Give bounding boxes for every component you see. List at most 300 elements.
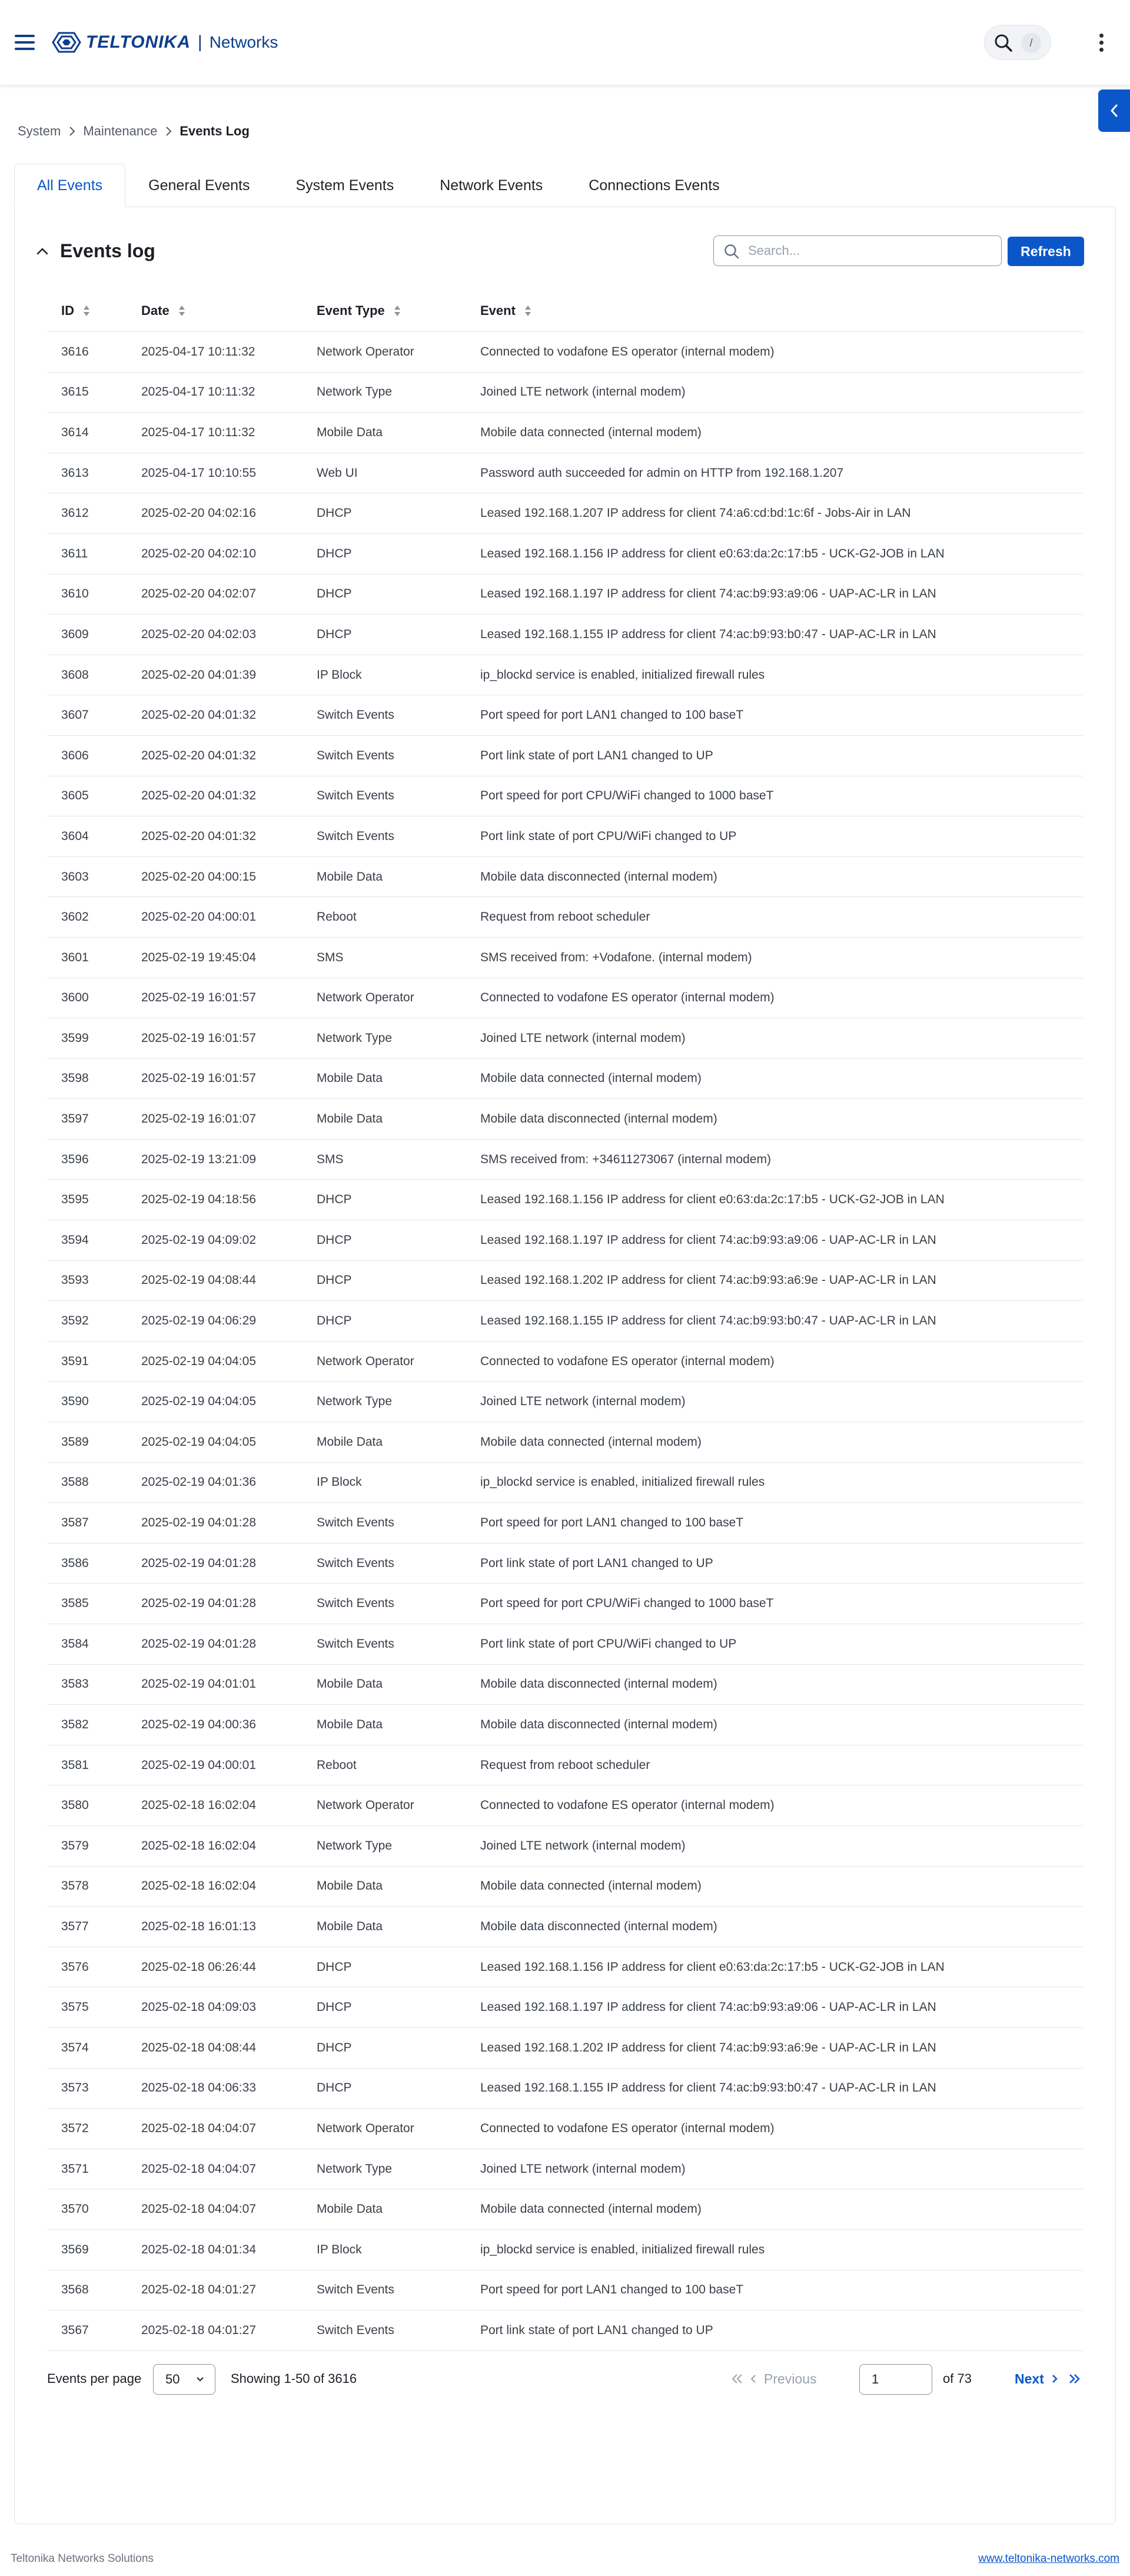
cell-event: Mobile data connected (internal modem) [480,1879,702,1893]
chevron-left-icon [1098,89,1130,132]
table-row [47,1099,1083,1140]
cell-event-type: Network Operator [317,991,414,1005]
column-label: ID [61,303,74,318]
cell-event: Leased 192.168.1.155 IP address for client 74:ac:b9:93:b0:47 - UAP-AC-LR in LAN [480,2081,936,2095]
cell-id: 3606 [61,748,89,762]
cell-event-type: SMS [317,1152,344,1166]
cell-id: 3576 [61,1960,89,1974]
cell-event: Joined LTE network (internal modem) [480,1031,686,1045]
cell-id: 3592 [61,1314,89,1328]
cell-event-type: DHCP [317,1273,352,1287]
cell-event: Connected to vodafone ES operator (internal modem) [480,344,775,358]
cell-event-type: DHCP [317,1193,352,1207]
cell-id: 3611 [61,546,88,560]
cell-date: 2025-02-18 04:01:34 [141,2242,256,2256]
cell-date: 2025-02-18 16:02:04 [141,1838,256,1853]
cell-event-type: Mobile Data [317,2202,383,2216]
cell-event: Connected to vodafone ES operator (internal modem) [480,1354,775,1368]
cell-date: 2025-02-19 04:04:05 [141,1354,256,1368]
cell-event: Leased 192.168.1.207 IP address for client 74:a6:cd:bd:1c:6f - Jobs-Air in LAN [480,506,911,520]
cell-date: 2025-02-20 04:01:32 [141,708,256,722]
cell-id: 3609 [61,627,89,641]
cell-event-type: Switch Events [317,1596,394,1611]
cell-date: 2025-02-19 04:01:36 [141,1475,256,1489]
cell-event: Mobile data disconnected (internal modem) [480,1112,717,1126]
cell-date: 2025-02-18 04:09:03 [141,2000,256,2014]
cell-event-type: IP Block [317,2242,362,2256]
breadcrumb-events-log: Events Log [180,124,250,138]
menu-icon[interactable] [13,31,36,54]
cell-event: Mobile data disconnected (internal modem) [480,1677,717,1691]
cell-event: Leased 192.168.1.197 IP address for client 74:ac:b9:93:a9:06 - UAP-AC-LR in LAN [480,2000,936,2014]
section-title: Events log [60,240,155,261]
breadcrumb-system[interactable]: System [18,124,61,138]
first-page-icon[interactable] [729,2370,746,2388]
cell-event-type: Network Operator [317,2121,414,2135]
cell-date: 2025-02-19 04:01:28 [141,1596,256,1611]
cell-date: 2025-02-19 04:01:28 [141,1556,256,1570]
cell-id: 3590 [61,1395,89,1409]
tab-connections-events[interactable]: Connections Events [589,177,720,194]
cell-event: Joined LTE network (internal modem) [480,385,686,399]
per-page-select[interactable] [153,2364,215,2395]
more-options-icon[interactable] [1094,31,1109,54]
cell-date: 2025-02-20 04:01:32 [141,789,256,803]
cell-date: 2025-02-19 04:09:02 [141,1233,256,1247]
table-row [47,1140,1083,1180]
cell-event-type: Switch Events [317,708,394,722]
cell-event-type: SMS [317,950,344,964]
table-row [47,776,1083,817]
cell-date: 2025-02-18 04:08:44 [141,2040,256,2054]
cell-date: 2025-02-19 19:45:04 [141,950,256,964]
cell-id: 3605 [61,789,89,803]
cell-id: 3570 [61,2202,89,2216]
table-row [47,1342,1083,1382]
cell-event-type: IP Block [317,668,362,682]
cell-event-type: DHCP [317,2081,352,2095]
cell-date: 2025-02-19 16:01:57 [141,1071,256,1085]
cell-date: 2025-02-20 04:00:01 [141,910,256,924]
refresh-button[interactable]: Refresh [1008,237,1084,266]
cell-id: 3594 [61,1233,89,1247]
table-row [47,1867,1083,1907]
cell-event: SMS received from: +Vodafone. (internal modem) [480,950,752,964]
cell-event: Port link state of port LAN1 changed to UP [480,1556,713,1570]
cell-id: 3579 [61,1838,89,1853]
cell-id: 3581 [61,1758,89,1772]
table-row [47,2149,1083,2190]
cell-event: Password auth succeeded for admin on HTTP from 192.168.1.207 [480,466,844,480]
cell-date: 2025-02-18 16:02:04 [141,1879,256,1893]
total-pages: of 73 [943,2371,972,2386]
brand-logo[interactable] [49,28,278,57]
cell-date: 2025-02-18 04:04:07 [141,2121,256,2135]
cell-event-type: Switch Events [317,2323,394,2337]
cell-event: Leased 192.168.1.156 IP address for client e0:63:da:2c:17:b5 - UCK-G2-JOB in LAN [480,1960,945,1974]
cell-event: Port speed for port LAN1 changed to 100 baseT [480,2283,744,2297]
table-row [47,1220,1083,1261]
cell-date: 2025-02-19 04:04:05 [141,1395,256,1409]
table-row [47,2230,1083,2270]
table-row [47,1947,1083,1988]
column-header-id[interactable] [47,303,141,318]
cell-id: 3602 [61,910,89,924]
cell-date: 2025-04-17 10:10:55 [141,466,256,480]
cell-date: 2025-02-20 04:00:15 [141,869,256,884]
table-row [47,1261,1083,1302]
cell-date: 2025-02-19 04:00:36 [141,1717,256,1731]
cell-event: Port link state of port LAN1 changed to UP [480,748,713,762]
cell-event-type: IP Block [317,1475,362,1489]
cell-id: 3572 [61,2121,89,2135]
cell-date: 2025-02-20 04:02:10 [141,546,256,560]
table-row [47,1422,1083,1463]
cell-id: 3616 [61,344,89,358]
chevron-right-icon [1049,2373,1061,2385]
sort-icon [524,305,532,317]
cell-id: 3608 [61,668,89,682]
cell-id: 3607 [61,708,89,722]
cell-date: 2025-02-20 04:02:03 [141,627,256,641]
cell-event-type: Mobile Data [317,1435,383,1449]
cell-id: 3584 [61,1636,89,1651]
cell-date: 2025-02-19 16:01:57 [141,991,256,1005]
table-row [47,1503,1083,1543]
breadcrumb [18,122,250,140]
column-header-event[interactable] [480,303,1083,318]
cell-date: 2025-04-17 10:11:32 [141,344,255,358]
cell-event: Request from reboot scheduler [480,910,650,924]
cell-date: 2025-02-20 04:02:16 [141,506,256,520]
cell-id: 3571 [61,2162,89,2176]
per-page-label: Events per page [47,2371,142,2386]
table-row [47,938,1083,978]
cell-event: Connected to vodafone ES operator (internal modem) [480,2121,775,2135]
table-row [47,332,1083,373]
cell-date: 2025-02-19 13:21:09 [141,1152,256,1166]
table-row [47,1180,1083,1220]
cell-event: Mobile data connected (internal modem) [480,1435,702,1449]
table-row [47,1018,1083,1059]
cell-event-type: Switch Events [317,1556,394,1570]
cell-id: 3595 [61,1193,89,1207]
table-row [47,1826,1083,1867]
cell-id: 3610 [61,587,89,601]
table-row [47,1785,1083,1826]
top-bar [0,0,1130,85]
cell-event-type: Switch Events [317,1636,394,1651]
table-row [47,453,1083,494]
table-row [47,736,1083,776]
cell-id: 3598 [61,1071,89,1085]
cell-id: 3596 [61,1152,89,1166]
cell-id: 3583 [61,1677,89,1691]
cell-event: Joined LTE network (internal modem) [480,2162,686,2176]
table-row [47,2069,1083,2109]
cell-event-type: Network Operator [317,1354,414,1368]
cell-id: 3586 [61,1556,89,1570]
cell-id: 3597 [61,1112,89,1126]
table-row [47,1624,1083,1665]
cell-date: 2025-02-19 04:18:56 [141,1193,256,1207]
tab-all-events[interactable]: All Events [14,164,125,207]
global-search-button[interactable] [984,25,1051,60]
table-row [47,373,1083,413]
tab-general-events[interactable]: General Events [148,177,250,194]
cell-date: 2025-02-19 16:01:07 [141,1112,256,1126]
cell-event: Leased 192.168.1.155 IP address for client 74:ac:b9:93:b0:47 - UAP-AC-LR in LAN [480,1314,936,1328]
teltonika-logo-icon [49,29,84,55]
cell-event: SMS received from: +34611273067 (internal modem) [480,1152,771,1166]
cell-id: 3575 [61,2000,89,2014]
pagination [47,2362,1083,2397]
cell-event-type: DHCP [317,2040,352,2054]
cell-event-type: Reboot [317,1758,357,1772]
cell-id: 3573 [61,2081,89,2095]
cell-event: Connected to vodafone ES operator (internal modem) [480,1798,775,1813]
cell-event-type: Mobile Data [317,1879,383,1893]
cell-date: 2025-02-20 04:01:32 [141,748,256,762]
cell-event: Mobile data disconnected (internal modem) [480,1717,717,1731]
cell-event: Mobile data connected (internal modem) [480,1071,702,1085]
cell-date: 2025-02-18 04:06:33 [141,2081,256,2095]
search-shortcut-key: / [1021,33,1041,53]
cell-event-type: DHCP [317,587,352,601]
cell-event: Joined LTE network (internal modem) [480,1395,686,1409]
cell-event: Leased 192.168.1.155 IP address for client 74:ac:b9:93:b0:47 - UAP-AC-LR in LAN [480,627,936,641]
cell-event: Leased 192.168.1.156 IP address for client e0:63:da:2c:17:b5 - UCK-G2-JOB in LAN [480,546,945,560]
cell-event-type: Mobile Data [317,1677,383,1691]
events-log-collapse-toggle[interactable] [35,240,155,262]
cell-event-type: Network Type [317,385,392,399]
table-row [47,655,1083,696]
cell-date: 2025-02-18 04:01:27 [141,2283,256,2297]
cell-id: 3593 [61,1273,89,1287]
column-header-event-type[interactable] [317,303,480,318]
last-page-icon[interactable] [1065,2370,1083,2388]
cell-event-type: Mobile Data [317,425,383,439]
table-row [47,615,1083,655]
table-row [47,2311,1083,2351]
cell-event: Port speed for port CPU/WiFi changed to 1000 baseT [480,1596,774,1611]
cell-date: 2025-02-18 04:01:27 [141,2323,256,2337]
cell-event: Leased 192.168.1.197 IP address for client 74:ac:b9:93:a9:06 - UAP-AC-LR in LAN [480,1233,936,1247]
cell-date: 2025-02-19 04:01:28 [141,1636,256,1651]
table-body [47,332,1083,2351]
table-row [47,1543,1083,1584]
table-row [47,1987,1083,2028]
cell-date: 2025-04-17 10:11:32 [141,385,255,399]
footer-link[interactable]: www.teltonika-networks.com [978,2552,1119,2565]
cell-event: Leased 192.168.1.156 IP address for client e0:63:da:2c:17:b5 - UCK-G2-JOB in LAN [480,1193,945,1207]
cell-event: Leased 192.168.1.197 IP address for client 74:ac:b9:93:a9:06 - UAP-AC-LR in LAN [480,587,936,601]
cell-event: Connected to vodafone ES operator (internal modem) [480,991,775,1005]
cell-event-type: Network Operator [317,1798,414,1813]
cell-id: 3600 [61,991,89,1005]
cell-event: Port link state of port LAN1 changed to UP [480,2323,713,2337]
cell-id: 3589 [61,1435,89,1449]
table-row [47,2109,1083,2149]
chevron-right-icon [164,125,172,137]
table-row [47,1059,1083,1100]
page-number-input[interactable] [859,2364,932,2395]
cell-event-type: Network Type [317,1031,392,1045]
cell-event: Mobile data disconnected (internal modem) [480,1919,717,1933]
events-table [47,290,1083,2351]
cell-id: 3567 [61,2323,89,2337]
cell-event-type: Mobile Data [317,1071,383,1085]
cell-event-type: Network Type [317,2162,392,2176]
cell-event: Joined LTE network (internal modem) [480,1838,686,1853]
chevron-down-icon [196,2376,204,2382]
column-label: Event [480,303,516,318]
cell-id: 3578 [61,1879,89,1893]
cell-date: 2025-02-18 04:04:07 [141,2162,256,2176]
cell-event-type: Web UI [317,466,358,480]
sort-icon [178,305,186,317]
cell-event-type: Mobile Data [317,869,383,884]
events-search [713,235,1002,266]
cell-date: 2025-02-19 04:06:29 [141,1314,256,1328]
table-row [47,493,1083,534]
table-row [47,2189,1083,2230]
chevron-up-icon [35,244,49,258]
table-row [47,534,1083,575]
cell-id: 3615 [61,385,89,399]
cell-date: 2025-02-19 04:00:01 [141,1758,256,1772]
column-label: Date [141,303,170,318]
side-panel-toggle[interactable] [1098,89,1130,132]
next-page-button[interactable] [1015,2369,1061,2389]
cell-id: 3588 [61,1475,89,1489]
table-row [47,816,1083,857]
tab-network-events[interactable]: Network Events [440,177,543,194]
cell-date: 2025-02-19 04:01:28 [141,1516,256,1530]
cell-event-type: DHCP [317,506,352,520]
cell-id: 3599 [61,1031,89,1045]
cell-event-type: DHCP [317,1960,352,1974]
table-row [47,1705,1083,1745]
table-row [47,897,1083,938]
cell-date: 2025-02-18 04:04:07 [141,2202,256,2216]
brand-separator: | [197,32,202,52]
cell-id: 3612 [61,506,89,520]
cell-event-type: Network Operator [317,344,414,358]
cell-event: Port speed for port LAN1 changed to 100 baseT [480,708,744,722]
table-row [47,2028,1083,2069]
cell-event: Mobile data connected (internal modem) [480,425,702,439]
table-row [47,1745,1083,1786]
cell-id: 3580 [61,1798,89,1813]
brand-subtitle: Networks [209,33,278,51]
table-row [47,1301,1083,1342]
cell-id: 3603 [61,869,89,884]
table-row [47,575,1083,615]
cell-event: Port speed for port LAN1 changed to 100 baseT [480,1516,744,1530]
table-row [47,2270,1083,2311]
search-icon [723,243,740,260]
cell-event-type: Switch Events [317,789,394,803]
chevron-left-icon [747,2373,759,2385]
cell-id: 3577 [61,1919,89,1933]
per-page-value: 50 [165,2372,180,2386]
previous-page-button[interactable] [747,2369,816,2389]
cell-event: Leased 192.168.1.202 IP address for client 74:ac:b9:93:a6:9e - UAP-AC-LR in LAN [480,2040,936,2054]
cell-date: 2025-02-18 16:01:13 [141,1919,256,1933]
cell-event-type: Mobile Data [317,1919,383,1933]
event-tabs [14,164,743,207]
cell-event-type: DHCP [317,546,352,560]
cell-event-type: Switch Events [317,748,394,762]
column-label: Event Type [317,303,385,318]
table-row [47,1665,1083,1705]
cell-date: 2025-02-20 04:01:32 [141,829,256,843]
table-row [47,1907,1083,1947]
chevron-right-icon [68,125,76,137]
cell-event-type: Switch Events [317,2283,394,2297]
cell-event: Port link state of port CPU/WiFi changed to UP [480,1636,737,1651]
cell-event-type: Network Type [317,1838,392,1853]
cell-id: 3585 [61,1596,89,1611]
cell-event: ip_blockd service is enabled, initialized firewall rules [480,1475,765,1489]
cell-date: 2025-02-19 04:08:44 [141,1273,256,1287]
table-row [47,1584,1083,1624]
footer-company: Teltonika Networks Solutions [11,2552,154,2565]
cell-event: Leased 192.168.1.202 IP address for client 74:ac:b9:93:a6:9e - UAP-AC-LR in LAN [480,1273,936,1287]
search-input[interactable] [748,241,995,261]
cell-id: 3613 [61,466,89,480]
cell-event-type: DHCP [317,2000,352,2014]
cell-event-type: Reboot [317,910,357,924]
cell-event-type: Network Type [317,1395,392,1409]
previous-label: Previous [764,2371,817,2386]
table-row [47,857,1083,898]
showing-range: Showing 1-50 of 3616 [231,2371,357,2386]
cell-date: 2025-02-20 04:01:39 [141,668,256,682]
cell-id: 3569 [61,2242,89,2256]
cell-date: 2025-02-18 06:26:44 [141,1960,256,1974]
cell-event: Port link state of port CPU/WiFi changed to UP [480,829,737,843]
cell-id: 3614 [61,425,89,439]
cell-id: 3568 [61,2283,89,2297]
cell-id: 3591 [61,1354,89,1368]
next-label: Next [1015,2371,1044,2386]
cell-event-type: DHCP [317,1314,352,1328]
cell-event: Mobile data disconnected (internal modem) [480,869,717,884]
table-row [47,1463,1083,1503]
table-row [47,695,1083,736]
cell-id: 3574 [61,2040,89,2054]
cell-id: 3587 [61,1516,89,1530]
sort-icon [393,305,401,317]
cell-event-type: DHCP [317,627,352,641]
cell-event-type: Mobile Data [317,1717,383,1731]
breadcrumb-maintenance[interactable]: Maintenance [83,124,158,138]
table-row [47,1382,1083,1422]
column-header-date[interactable] [141,303,317,318]
table-header [47,290,1083,332]
cell-event-type: Switch Events [317,829,394,843]
cell-id: 3604 [61,829,89,843]
tab-system-events[interactable]: System Events [295,177,394,194]
search-icon [993,32,1014,54]
cell-id: 3582 [61,1717,89,1731]
cell-date: 2025-02-19 16:01:57 [141,1031,256,1045]
sort-icon [82,305,91,317]
cell-date: 2025-02-20 04:02:07 [141,587,256,601]
cell-event: ip_blockd service is enabled, initialized firewall rules [480,2242,765,2256]
